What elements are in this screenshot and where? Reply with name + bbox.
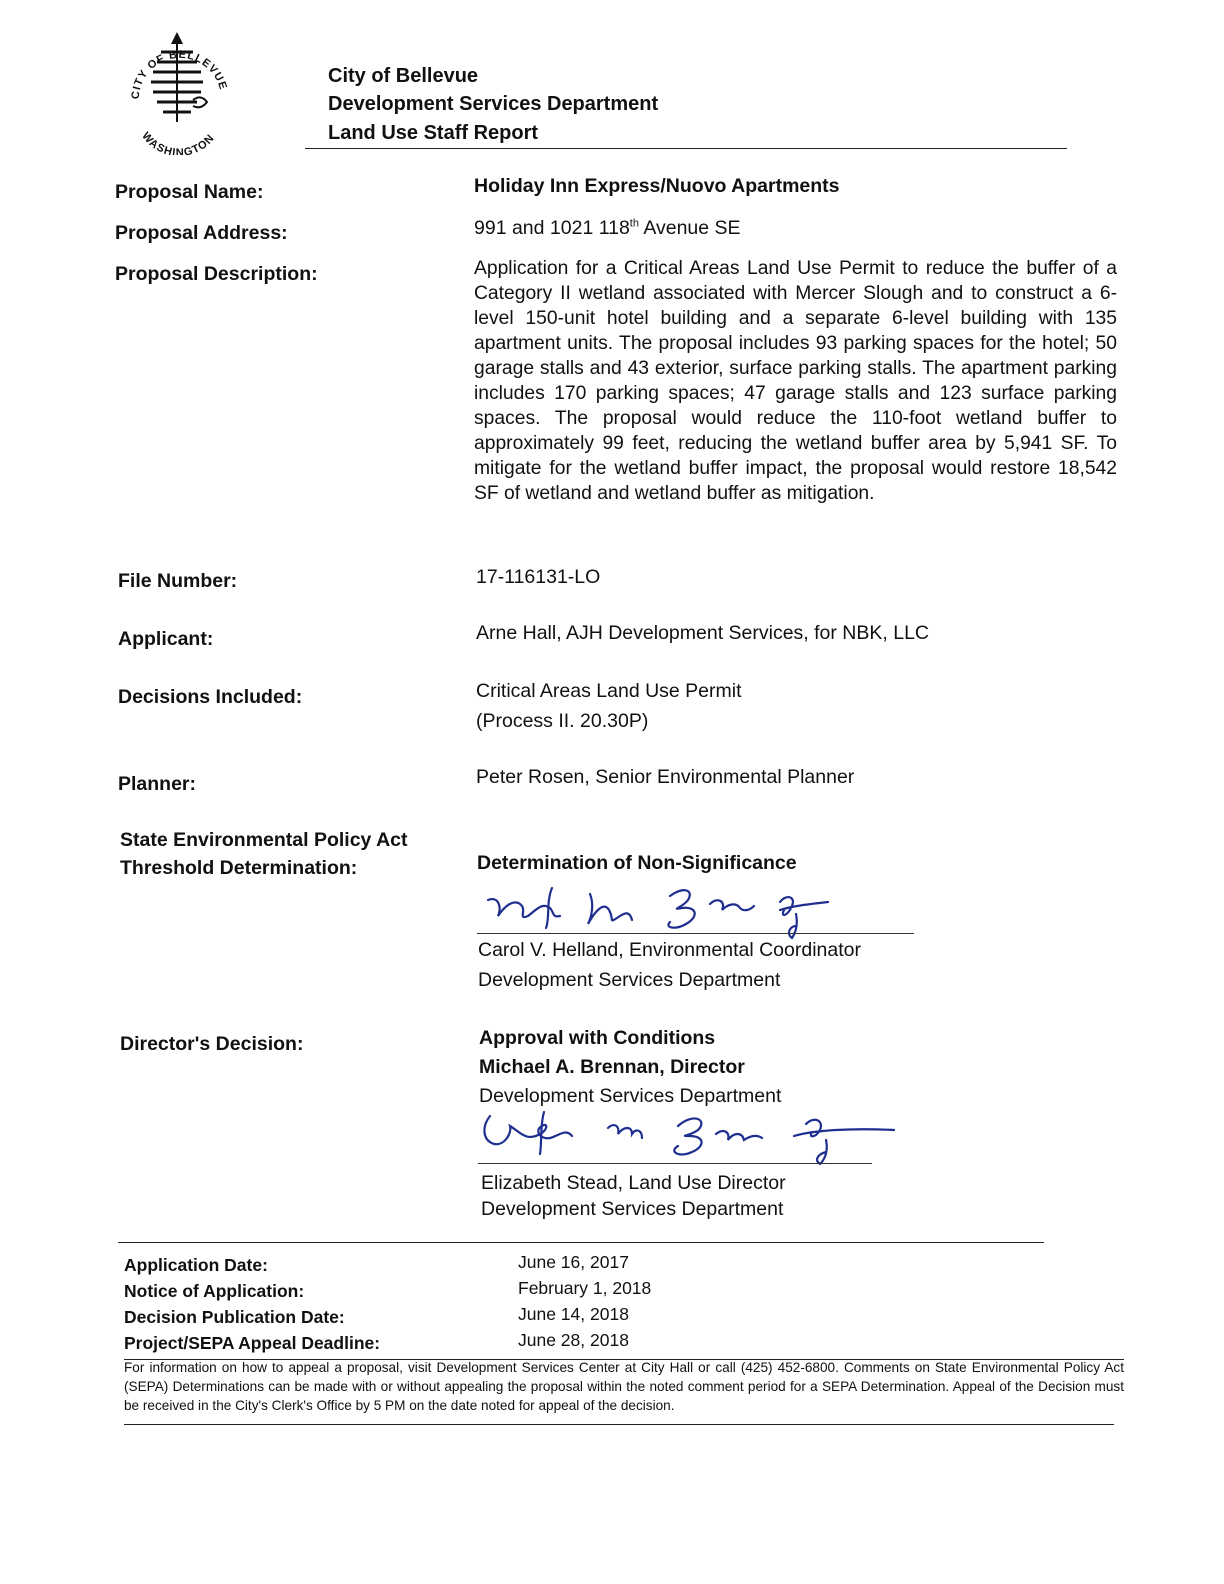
city-seal: [125, 30, 230, 155]
dates-top-rule: [118, 1242, 1044, 1243]
appeal-information-note: For information on how to appeal a proposal, visit Development Services Center at City Hall or call (425) 452-6800. Comments on State Environmental Policy Act (SEPA) Determinations can be made with or without appealing the proposal within the noted comment period for a SEPA Determination. Appeal of the Decision must be received in the City's Clerk's Office by 5 PM on the date noted for appeal of the decision.: [124, 1360, 1124, 1413]
notice-of-application-label: Notice of Application:: [124, 1281, 305, 1301]
proposal-address-label: Proposal Address:: [115, 222, 288, 244]
file-number-label: File Number:: [118, 570, 238, 592]
city-of-bellevue-seal-icon: [125, 30, 230, 155]
appeal-deadline-value: June 28, 2018: [518, 1330, 629, 1350]
proposal-description-label: Proposal Description:: [115, 263, 318, 285]
svg-text:CITY OF BELLEVUE: CITY OF BELLEVUE: [129, 48, 230, 100]
application-date-label: Application Date:: [124, 1255, 268, 1275]
header-department: Development Services Department: [328, 93, 659, 115]
sepa-signature: [480, 880, 860, 940]
notice-of-application-value: February 1, 2018: [518, 1278, 652, 1298]
applicant-label: Applicant:: [118, 628, 214, 650]
sepa-signer-department: Development Services Department: [478, 969, 781, 991]
sepa-label-1: State Environmental Policy Act: [120, 829, 408, 851]
file-number-value: 17-116131-LO: [476, 566, 601, 588]
decisions-included-value-2: (Process II. 20.30P): [476, 710, 649, 732]
applicant-value: Arne Hall, AJH Development Services, for NBK, LLC: [476, 622, 930, 644]
sepa-signature-line: [477, 933, 914, 934]
footer-bottom-rule: [124, 1424, 1114, 1425]
sepa-label-2: Threshold Determination:: [120, 857, 358, 879]
director-department: Development Services Department: [479, 1085, 782, 1107]
svg-text:WASHINGTON: WASHINGTON: [139, 130, 218, 155]
director-decision-value: Approval with Conditions: [479, 1027, 716, 1049]
decision-publication-date-label: Decision Publication Date:: [124, 1307, 345, 1327]
application-date-value: June 16, 2017: [518, 1252, 629, 1272]
planner-label: Planner:: [118, 773, 197, 795]
sepa-determination: Determination of Non-Significance: [477, 852, 797, 874]
director-decision-label: Director's Decision:: [120, 1033, 304, 1055]
header-rule: [305, 148, 1067, 149]
header-report-type: Land Use Staff Report: [328, 122, 539, 144]
land-use-director-department: Development Services Department: [481, 1198, 784, 1220]
proposal-description-value: Application for a Critical Areas Land Use Permit to reduce the buffer of a Category II wetland associated with Mercer Slough and to construct a 6-level 150-unit hotel building and a separate 6-level building with 135 apartment units. The proposal includes 93 parking spaces for the hotel; 50 garage stalls and 43 exterior, surface parking stalls. The apartment parking includes 170 parking spaces; 47 garage stalls and 123 surface parking spaces. The proposal would reduce the 110-foot wetland buffer to approximately 99 feet, reducing the wetland buffer area by 5,941 SF. To mitigate for the wetland buffer impact, the proposal would restore 18,542 SF of wetland and wetland buffer as mitigation.: [474, 258, 1117, 504]
sepa-signer-name: Carol V. Helland, Environmental Coordinator: [478, 939, 861, 961]
proposal-name-value: Holiday Inn Express/Nuovo Apartments: [474, 175, 840, 197]
planner-value: Peter Rosen, Senior Environmental Planner: [476, 766, 855, 788]
decision-publication-date-value: June 14, 2018: [518, 1304, 629, 1324]
director-signature: [478, 1108, 908, 1168]
director-signature-line: [478, 1163, 872, 1164]
proposal-name-label: Proposal Name:: [115, 181, 264, 203]
header-city: City of Bellevue: [328, 65, 479, 87]
appeal-deadline-label: Project/SEPA Appeal Deadline:: [124, 1333, 381, 1353]
land-use-director-name: Elizabeth Stead, Land Use Director: [481, 1172, 786, 1194]
decisions-included-label: Decisions Included:: [118, 686, 303, 708]
director-name: Michael A. Brennan, Director: [479, 1056, 745, 1078]
decisions-included-value-1: Critical Areas Land Use Permit: [476, 680, 742, 702]
proposal-address-value: 991 and 1021 118th Avenue SE: [474, 217, 741, 239]
